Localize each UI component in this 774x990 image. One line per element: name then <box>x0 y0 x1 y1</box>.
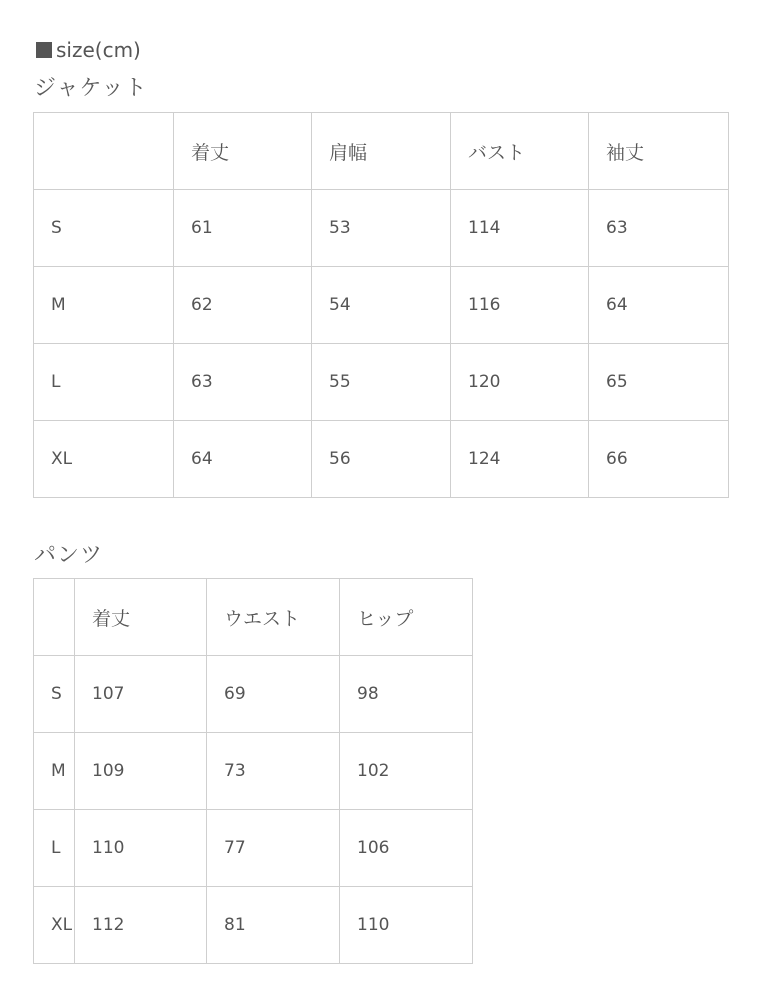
jacket-size-table <box>33 112 729 498</box>
table-cell: 110 <box>340 887 473 964</box>
table-row <box>34 733 473 810</box>
table-cell: 65 <box>589 344 729 421</box>
table-cell: 73 <box>207 733 340 810</box>
header-cell <box>34 113 174 190</box>
size-label-cell: M <box>34 733 75 810</box>
table-row <box>34 656 473 733</box>
table-cell: 55 <box>312 344 451 421</box>
table-cell: 53 <box>312 190 451 267</box>
square-icon <box>36 42 52 58</box>
size-label-cell: S <box>34 656 75 733</box>
table-row <box>34 344 729 421</box>
size-label-cell: XL <box>34 421 174 498</box>
header-cell <box>34 579 75 656</box>
size-label-cell: XL <box>34 887 75 964</box>
size-label-cell: L <box>34 810 75 887</box>
table-header-row <box>34 579 473 656</box>
header-cell: 着丈 <box>75 579 207 656</box>
size-label-cell: L <box>34 344 174 421</box>
pants-size-table <box>33 578 473 964</box>
table-cell: 54 <box>312 267 451 344</box>
table-cell: 62 <box>174 267 312 344</box>
table-cell: 56 <box>312 421 451 498</box>
table-cell: 63 <box>174 344 312 421</box>
pants-title: パンツ <box>34 543 104 568</box>
table-cell: 116 <box>451 267 589 344</box>
header-cell: ウエスト <box>207 579 340 656</box>
size-label-cell: S <box>34 190 174 267</box>
table-cell: 124 <box>451 421 589 498</box>
table-cell: 109 <box>75 733 207 810</box>
jacket-title: ジャケット <box>34 76 148 101</box>
header-cell: 着丈 <box>174 113 312 190</box>
header-cell: バスト <box>451 113 589 190</box>
table-row <box>34 190 729 267</box>
table-cell: 77 <box>207 810 340 887</box>
table-cell: 61 <box>174 190 312 267</box>
table-row <box>34 810 473 887</box>
table-cell: 81 <box>207 887 340 964</box>
table-header-row <box>34 113 729 190</box>
table-cell: 106 <box>340 810 473 887</box>
table-cell: 64 <box>589 267 729 344</box>
table-row <box>34 887 473 964</box>
table-cell: 98 <box>340 656 473 733</box>
table-cell: 63 <box>589 190 729 267</box>
header-cell: ヒップ <box>340 579 473 656</box>
table-cell: 110 <box>75 810 207 887</box>
table-cell: 64 <box>174 421 312 498</box>
table-cell: 107 <box>75 656 207 733</box>
table-cell: 69 <box>207 656 340 733</box>
table-cell: 114 <box>451 190 589 267</box>
table-cell: 112 <box>75 887 207 964</box>
table-cell: 120 <box>451 344 589 421</box>
size-heading-label: size(cm) <box>56 38 141 62</box>
size-label-cell: M <box>34 267 174 344</box>
header-cell: 袖丈 <box>589 113 729 190</box>
header-cell: 肩幅 <box>312 113 451 190</box>
table-row <box>34 421 729 498</box>
table-cell: 66 <box>589 421 729 498</box>
table-row <box>34 267 729 344</box>
size-heading <box>36 36 141 64</box>
table-cell: 102 <box>340 733 473 810</box>
